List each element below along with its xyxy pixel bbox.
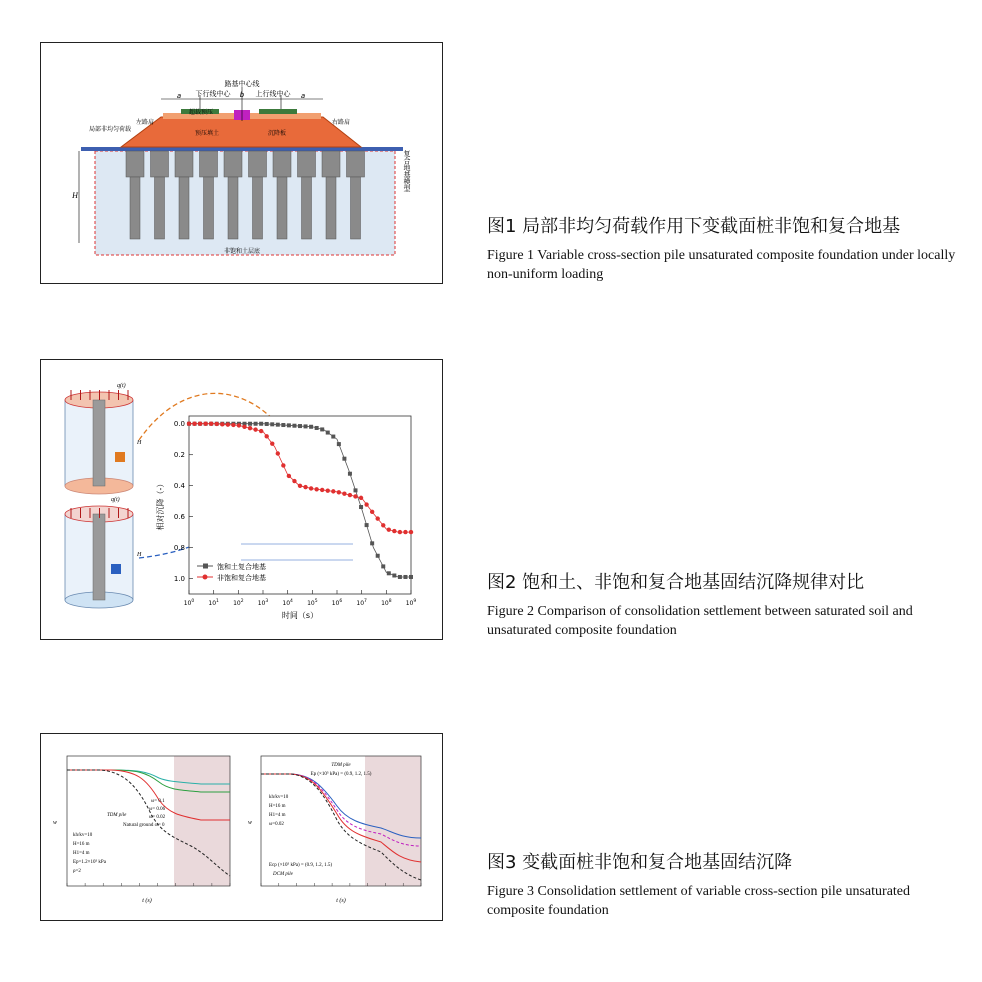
point-unsaturated	[320, 488, 324, 492]
pile-cap	[151, 151, 169, 177]
pile-shaft	[253, 177, 263, 239]
point-unsaturated	[270, 441, 274, 445]
point-saturated	[376, 554, 380, 558]
pile-shaft	[277, 177, 287, 239]
figure-1-panel	[40, 42, 443, 284]
point-saturated	[309, 425, 313, 429]
point-unsaturated	[198, 422, 202, 426]
label-tdm-left: TDM pile	[107, 813, 127, 818]
label-left-shoulder: 左路肩	[135, 119, 155, 126]
point-saturated	[392, 573, 396, 577]
param-right-0: kh/kv=10	[269, 795, 289, 800]
point-saturated	[304, 424, 308, 428]
point-unsaturated	[364, 502, 368, 506]
point-saturated	[292, 424, 296, 428]
point-unsaturated	[303, 485, 307, 489]
point-saturated	[398, 575, 402, 579]
label-b: b	[239, 91, 245, 99]
point-unsaturated	[376, 516, 380, 520]
point-unsaturated	[403, 530, 407, 534]
caption-en: Figure 3 Consolidation settlement of variable cross-section pile unsaturated composite foundation	[487, 884, 911, 918]
x-tick-label: $10^4$	[282, 599, 293, 607]
point-saturated	[270, 422, 274, 426]
point-saturated	[298, 424, 302, 428]
param-left-2: H1=4 m	[73, 851, 90, 856]
point-unsaturated	[220, 422, 224, 426]
point-unsaturated	[359, 496, 363, 500]
label-up-line: 上行线中心	[255, 90, 291, 98]
pile-cap	[126, 151, 144, 177]
point-unsaturated	[292, 479, 296, 483]
x-tick-label: $10^6$	[331, 599, 343, 607]
label-a-right: a	[300, 92, 306, 100]
label-overload: 超载预压	[188, 109, 214, 116]
label-down-line: 下行线中心	[195, 90, 231, 98]
label-local-load: 局部非均匀荷载	[89, 126, 132, 133]
pile-cap	[273, 151, 291, 177]
pile-cap	[175, 151, 193, 177]
y-tick-label: 0.4	[173, 482, 185, 491]
pile-cap	[298, 151, 316, 177]
point-unsaturated	[187, 422, 191, 426]
point-saturated	[370, 541, 374, 545]
label-preload-soil: 预压填土	[194, 130, 220, 137]
param-left-0: kh/kv=10	[73, 833, 93, 838]
x-tick-label: $10^7$	[356, 599, 367, 607]
equation-box	[237, 528, 357, 562]
pile-cap	[347, 151, 365, 177]
track-up	[259, 109, 297, 114]
label-H-bottom: H	[137, 552, 142, 558]
point-saturated	[315, 426, 319, 430]
point-unsaturated	[398, 530, 402, 534]
label-qt-top: q(t)	[117, 383, 126, 389]
x-tick-label: $10^2$	[233, 599, 244, 607]
x-tick-label: $10^5$	[307, 599, 318, 607]
pile-cap	[200, 151, 218, 177]
point-saturated	[342, 457, 346, 461]
shaded-region-right	[365, 756, 421, 886]
y-label-left: w	[53, 820, 58, 826]
y-tick-label: 0.2	[173, 451, 185, 460]
point-unsaturated	[253, 427, 257, 431]
cylinder-top	[65, 392, 133, 494]
point-unsaturated	[409, 530, 413, 534]
label-dcm-values: Ecp (×10⁵ kPa) = (0.9, 1.2, 1.5)	[269, 863, 333, 868]
param-left-3: Ep=1.2×10⁵ kPa	[73, 860, 106, 865]
y-tick-label: 0.6	[173, 513, 185, 522]
pile-shaft	[155, 177, 165, 239]
legend-w006: ω= 0.06	[149, 807, 166, 812]
point-saturated	[265, 422, 269, 426]
point-unsaturated	[237, 423, 241, 427]
label-tdm-right: TDM pile	[331, 763, 351, 768]
point-unsaturated	[265, 434, 269, 438]
point-unsaturated	[298, 484, 302, 488]
pile-shaft	[351, 177, 361, 239]
shaded-region-left	[174, 756, 230, 886]
point-unsaturated	[337, 490, 341, 494]
point-unsaturated	[231, 423, 235, 427]
param-right-3: ω=0.02	[269, 822, 284, 827]
point-saturated	[387, 571, 391, 575]
x-label-left: t (s)	[142, 898, 152, 904]
caption-zh: 图2 饱和土、非饱和复合地基固结沉降规律对比	[487, 572, 865, 593]
legend-marker-saturated	[203, 564, 208, 569]
figure-1-caption	[487, 216, 957, 284]
point-unsaturated	[348, 493, 352, 497]
pile-shaft	[130, 177, 140, 239]
pile-shaft	[204, 177, 214, 239]
y-tick-label: 0.0	[173, 420, 185, 429]
point-saturated	[259, 422, 263, 426]
subplot-right	[248, 756, 421, 904]
point-unsaturated	[353, 494, 357, 498]
point-saturated	[287, 423, 291, 427]
point-unsaturated	[287, 474, 291, 478]
embankment	[121, 117, 361, 147]
point-saturated	[359, 505, 363, 509]
point-unsaturated	[381, 523, 385, 527]
caption-zh: 图3 变截面桩非饱和复合地基固结沉降	[487, 852, 793, 873]
point-unsaturated	[392, 529, 396, 533]
param-left-1: H=16 m	[73, 842, 90, 847]
label-H: H	[72, 191, 78, 200]
pile-shaft	[326, 177, 336, 239]
point-saturated	[276, 423, 280, 427]
figure-2-panel	[40, 359, 443, 640]
label-right-shoulder: 右路肩	[331, 119, 351, 126]
x-axis-label: 时间（s）	[281, 611, 319, 620]
legend-unsaturated: 非饱和复合地基	[217, 574, 266, 582]
caption-en: Figure 2 Comparison of consolidation settlement between saturated soil and unsaturated composite foundation	[487, 604, 913, 638]
point-saturated	[337, 442, 341, 446]
figure-2-diagram	[41, 360, 442, 639]
point-saturated	[365, 523, 369, 527]
point-saturated	[331, 435, 335, 439]
point-saturated	[348, 472, 352, 476]
label-composite-model: 复合地基模型	[403, 150, 411, 192]
point-unsaturated	[209, 422, 213, 426]
y-tick-label: 0.8	[173, 544, 185, 553]
x-label-right: t (s)	[336, 898, 346, 904]
point-unsaturated	[342, 492, 346, 496]
point-saturated	[248, 422, 252, 426]
point-unsaturated	[276, 451, 280, 455]
point-unsaturated	[309, 486, 313, 490]
y-tick-label: 1.0	[173, 575, 185, 584]
caption-zh: 图1 局部非均匀荷载作用下变截面桩非饱和复合地基	[487, 216, 901, 237]
figure-3-panel	[40, 733, 443, 921]
point-unsaturated	[370, 510, 374, 514]
legend-saturated: 饱和土复合地基	[217, 563, 266, 571]
x-tick-label: $10^1$	[208, 599, 219, 607]
figure-1-diagram	[41, 43, 442, 283]
subplot-left	[53, 756, 230, 904]
y-axis-label: 相对沉降（-）	[156, 479, 165, 531]
point-unsaturated	[215, 422, 219, 426]
label-settlement-plate: 沉降板	[267, 130, 287, 137]
label-a-left: a	[176, 92, 182, 100]
point-unsaturated	[314, 487, 318, 491]
pile-shaft	[228, 177, 238, 239]
point-unsaturated	[192, 422, 196, 426]
x-tick-label: $10^3$	[257, 599, 269, 607]
label-H-top: H	[137, 440, 142, 446]
point-saturated	[326, 431, 330, 435]
pile-shaft	[179, 177, 189, 239]
x-tick-label: $10^9$	[405, 599, 417, 607]
point-saturated	[354, 488, 358, 492]
label-unsat-layer: 非饱和土层底	[223, 248, 261, 255]
point-saturated	[281, 423, 285, 427]
ground-line	[81, 147, 403, 151]
pile-cap	[322, 151, 340, 177]
legend-natural: Natural ground ω= 0	[123, 823, 165, 828]
point-saturated	[381, 564, 385, 568]
point-unsaturated	[281, 463, 285, 467]
y-label-right: w	[248, 820, 253, 826]
figure-3-diagram	[41, 734, 442, 920]
figure-3-caption	[487, 852, 957, 920]
point-unsaturated	[331, 489, 335, 493]
x-tick-label: $10^0$	[183, 599, 195, 607]
point-saturated	[403, 575, 407, 579]
cylinder-bottom	[65, 506, 133, 608]
figure-2-caption	[487, 572, 957, 640]
point-unsaturated	[203, 422, 207, 426]
label-dcm: DCM pile	[273, 872, 293, 877]
legend-marker-unsaturated	[203, 575, 208, 580]
settlement-chart	[155, 416, 416, 620]
label-tdm-values: Ep (×10⁵ kPa) = (0.9, 1.2, 1.5)	[310, 772, 372, 777]
param-right-1: H=16 m	[269, 804, 286, 809]
pile-cap	[224, 151, 242, 177]
pile-shaft	[302, 177, 312, 239]
point-unsaturated	[226, 422, 230, 426]
pile-cap	[249, 151, 267, 177]
point-unsaturated	[242, 425, 246, 429]
point-saturated	[409, 575, 413, 579]
label-qt-bottom: q(t)	[111, 497, 120, 503]
point-unsaturated	[387, 527, 391, 531]
label-centerline: 路基中心线	[224, 80, 260, 88]
legend-w002: ω= 0.02	[149, 815, 166, 820]
legend-w01: ω= 0.1	[151, 799, 165, 804]
param-right-2: H1=4 m	[269, 813, 286, 818]
point-saturated	[254, 422, 258, 426]
caption-en: Figure 1 Variable cross-section pile unsaturated composite foundation under locally non-uniform loading	[487, 248, 956, 282]
point-unsaturated	[259, 429, 263, 433]
point-saturated	[320, 427, 324, 431]
x-tick-label: $10^8$	[381, 599, 392, 607]
point-unsaturated	[326, 488, 330, 492]
point-unsaturated	[248, 426, 252, 430]
param-left-4: ρ=2	[73, 869, 81, 874]
